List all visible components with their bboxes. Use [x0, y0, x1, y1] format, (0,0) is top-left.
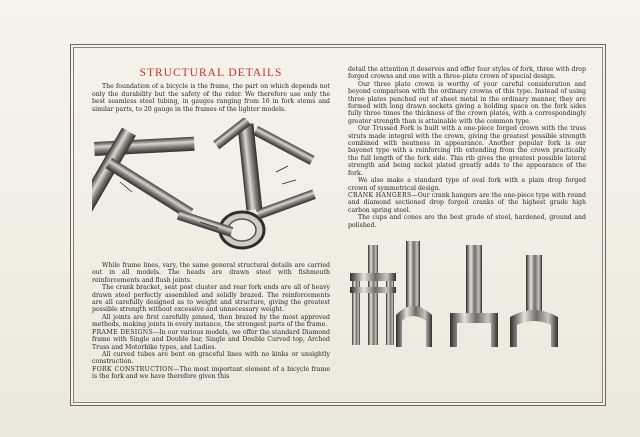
fork-construction-heading: FORK CONSTRUCTION [92, 365, 174, 373]
frame-designs-paragraph [92, 329, 330, 351]
bayonet-fork-image [450, 245, 498, 347]
fork-construction-text: —The most important element of a bicycle frame is the fork and we have therefore given this [92, 365, 331, 381]
frame-lines-paragraph: While frame lines, vary, the same general structural details are carried out in all models. The heads are drawn steel with fishmouth reinforcements and flush joints. [92, 262, 330, 284]
frame-designs-heading: FRAME DESIGNS [92, 328, 153, 336]
curved-tubes-paragraph: All curved tubes are bent on graceful lines with no kinks or unsightly construction. [92, 350, 330, 366]
three-plate-crown-paragraph: Our three plate crown is worthy of your careful consideration and beyond comparison with the ordinary crowns of this type. Instead of using three plates punched out of sheet metal in the ordinary manner, they are formed with long drawn sockets giving a holding space on the fork sides fully three times the thickness of the crown plates, with a correspondingly greater strength than is attainable with the common type. [348, 80, 586, 125]
intro-paragraph: The foundation of a bicycle is the frame, the part on which depends not only the durability but the safety of the rider. We therefore use only the best seamless steel tubing, in gauges ranging from 16 in fork stems and similar parts, to 20 gauge in the frames of the lighter models. [92, 83, 330, 113]
crank-hangers-heading: CRANK HANGERS [348, 191, 412, 199]
fork-crowns-illustration [348, 237, 588, 347]
fork-continuation-paragraph: detail the attention it deserves and offer four styles of fork, three with drop forged crowns and one with a three-plate crown of special design. [348, 66, 586, 81]
cups-cones-paragraph: The cups and cones are the best grade of steel, hardened, ground and polished. [348, 214, 586, 229]
crank-hangers-text: —Our crank hangers are the one-piece type with round and diamond sectioned drop forged cranks of the highest grade high carbon spring steel. [348, 191, 587, 214]
left-column [92, 66, 330, 381]
oval-fork-paragraph: We also make a standard type of oval fork with a plain drop forged crown of symmetrical design. [348, 177, 586, 192]
oval-fork-image [510, 255, 558, 347]
frame-joints-illustration [92, 118, 330, 256]
three-plate-fork-image [350, 245, 396, 345]
page-title: STRUCTURAL DETAILS [139, 67, 283, 79]
joints-paragraph: All joints are first carefully pinned, then brazed by the most approved methods, making joints in every instance, the strongest parts of the frame. [92, 313, 330, 329]
crank-hangers-paragraph [348, 192, 586, 214]
frame-designs-text: —In our various models, we offer the standard Diamond frame with Single and Double bar, Single and Double Curved top, Arched Truss and Motorbike types, and Ladies. [92, 328, 331, 351]
right-column [348, 66, 586, 347]
fork-construction-paragraph [92, 366, 330, 381]
trussed-fork-image [396, 241, 432, 347]
crank-bracket-paragraph: The crank bracket, seat post cluster and rear fork ends are all of heavy drawn steel perfectly assembled and solidly brazed. The reinforcements are all carefully designed as to weight and structure, giving the greatest possible strength without excessive and unnecessary weight. [92, 284, 330, 314]
trussed-fork-paragraph: Our Trussed Fork is built with a one-piece forged crown with the truss struts made integral with the crown, giving the greatest possible strength combined with neatness in appearance. Another popular fork is our bayonet type with a reinforcing rib extending from the crown practically the full length of the fork side. This rib gives the greatest possible lateral strength and being nickel plated greatly adds to the appearance of the fork. [348, 125, 586, 177]
